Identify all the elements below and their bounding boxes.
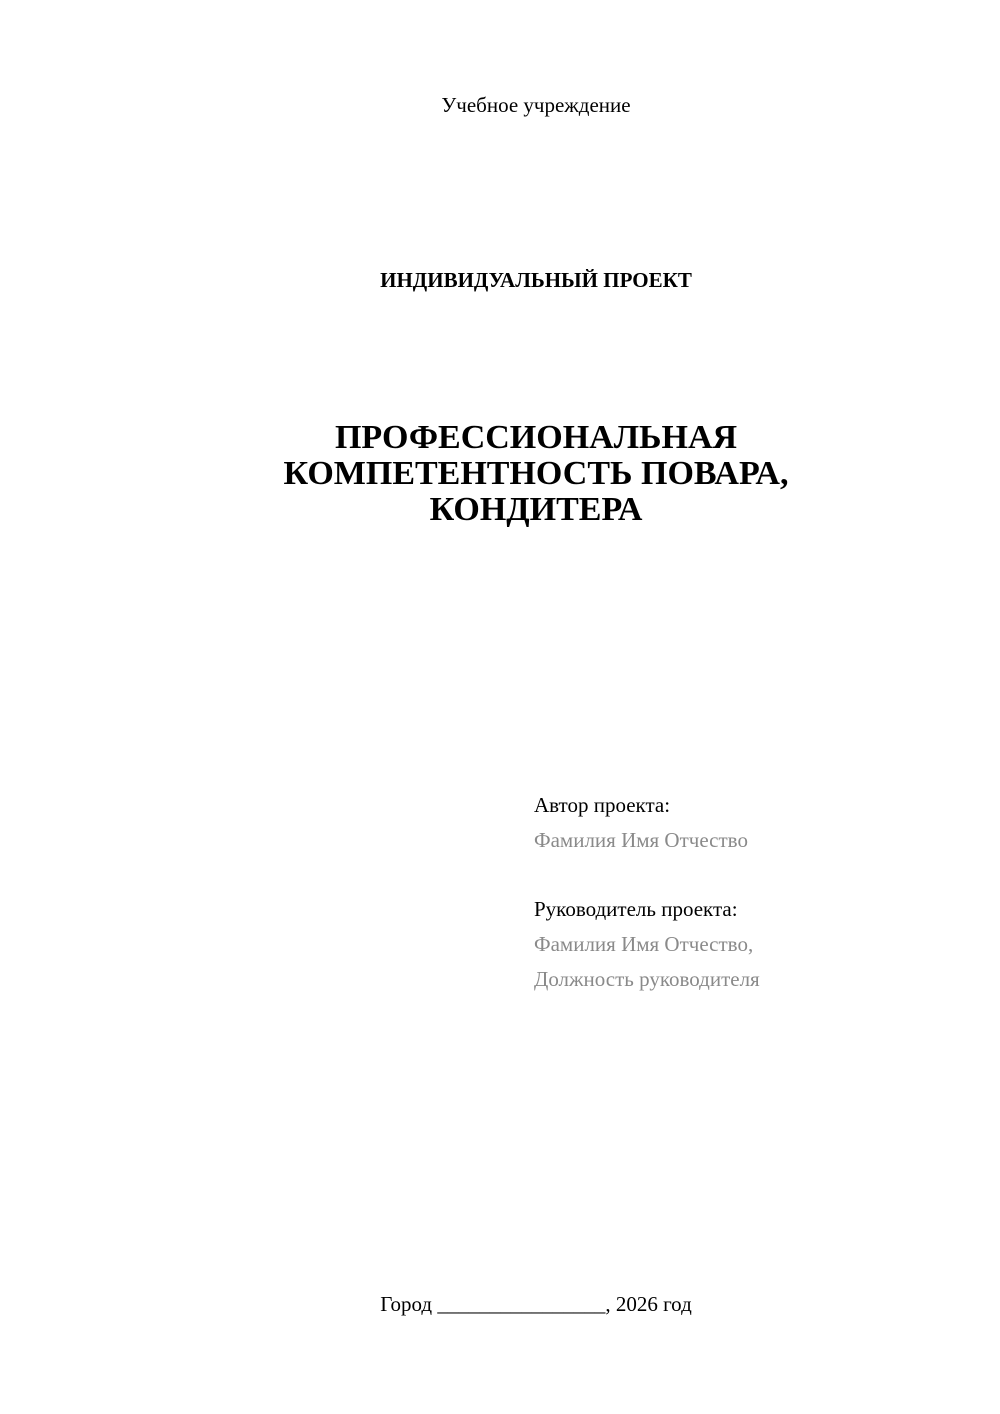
document-type-heading: ИНДИВИДУАЛЬНЫЙ ПРОЕКТ <box>380 268 692 292</box>
project-title-line: КОМПЕТЕНТНОСТЬ ПОВАРА, <box>283 455 789 492</box>
year-text: , 2026 год <box>605 1292 692 1316</box>
footer-city-year <box>0 1289 1000 1319</box>
institution-name: Учебное учреждение <box>441 93 631 117</box>
credits-spacer <box>534 858 974 892</box>
city-label: Город <box>380 1292 433 1316</box>
author-label: Автор проекта: <box>534 793 671 817</box>
supervisor-label: Руководитель проекта: <box>534 897 738 921</box>
credits-block <box>534 788 974 997</box>
project-title-line: КОНДИТЕРА <box>429 491 643 528</box>
project-title-line: ПРОФЕССИОНАЛЬНАЯ <box>334 419 738 456</box>
supervisor-position-placeholder: Должность руководителя <box>534 967 760 991</box>
supervisor-name-placeholder: Фамилия Имя Отчество, <box>534 932 754 956</box>
project-title <box>186 420 886 528</box>
city-blank-line: ________________ <box>437 1292 606 1316</box>
author-name-placeholder: Фамилия Имя Отчество <box>534 828 748 852</box>
